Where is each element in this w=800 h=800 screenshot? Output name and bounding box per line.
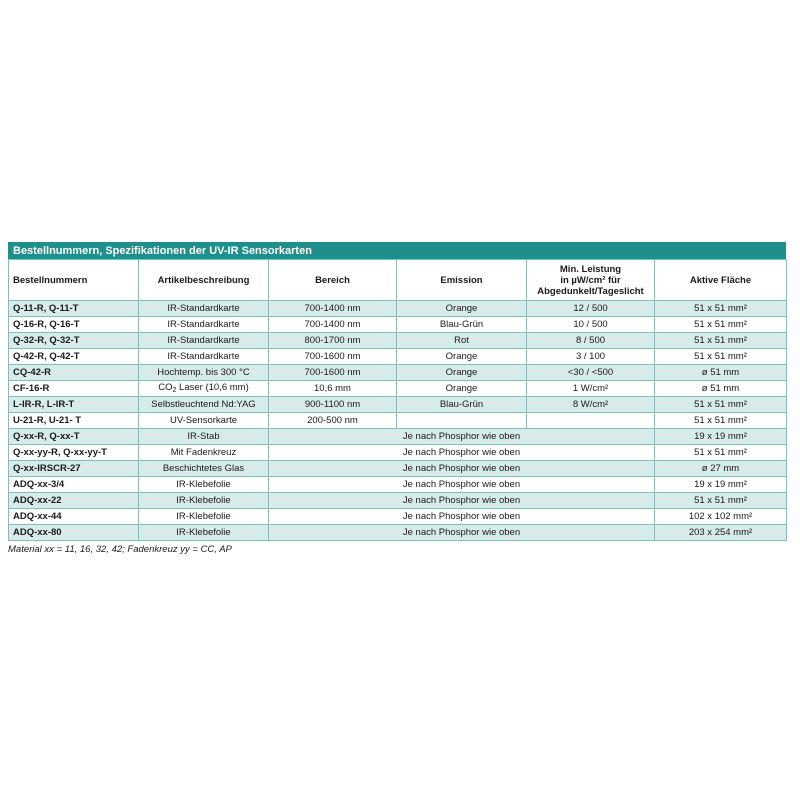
- cell-artikel: IR-Stab: [139, 429, 269, 445]
- cell-bereich: 800-1700 nm: [269, 333, 397, 349]
- cell-merged: Je nach Phosphor wie oben: [269, 477, 655, 493]
- cell-flaeche: 102 x 102 mm²: [655, 509, 787, 525]
- cell-code: Q-xx-R, Q-xx-T: [9, 429, 139, 445]
- cell-flaeche: 51 x 51 mm²: [655, 445, 787, 461]
- cell-bereich: 10,6 mm: [269, 381, 397, 397]
- cell-leistung: 12 / 500: [527, 301, 655, 317]
- table-body: [9, 301, 787, 541]
- cell-code: Q-42-R, Q-42-T: [9, 349, 139, 365]
- cell-code: CQ-42-R: [9, 365, 139, 381]
- cell-emission: Orange: [397, 365, 527, 381]
- cell-flaeche: ø 27 mm: [655, 461, 787, 477]
- cell-emission: Blau-Grün: [397, 317, 527, 333]
- cell-leistung: 8 / 500: [527, 333, 655, 349]
- header-leistung-line2: in µW/cm² für: [560, 274, 621, 286]
- cell-artikel: UV-Sensorkarte: [139, 413, 269, 429]
- cell-bereich: 700-1400 nm: [269, 301, 397, 317]
- cell-leistung: 10 / 500: [527, 317, 655, 333]
- artikel-laser: Laser (10,6 mm): [176, 382, 249, 393]
- cell-merged: Je nach Phosphor wie oben: [269, 461, 655, 477]
- cell-merged: Je nach Phosphor wie oben: [269, 509, 655, 525]
- cell-artikel: Selbstleuchtend Nd:YAG: [139, 397, 269, 413]
- cell-artikel: [139, 381, 269, 397]
- cell-code: Q-xx-yy-R, Q-xx-yy-T: [9, 445, 139, 461]
- table-title: Bestellnummern, Spezifikationen der UV-IR Sensorkarten: [8, 242, 786, 259]
- cell-emission: Orange: [397, 301, 527, 317]
- cell-code: CF-16-R: [9, 381, 139, 397]
- table-row: [9, 509, 787, 525]
- cell-flaeche: 51 x 51 mm²: [655, 349, 787, 365]
- table-row: [9, 525, 787, 541]
- table-row: [9, 349, 787, 365]
- cell-bereich: 900-1100 nm: [269, 397, 397, 413]
- cell-leistung: <30 / <500: [527, 365, 655, 381]
- cell-merged: Je nach Phosphor wie oben: [269, 525, 655, 541]
- cell-leistung: 3 / 100: [527, 349, 655, 365]
- cell-artikel: IR-Klebefolie: [139, 477, 269, 493]
- spec-table-container: [8, 242, 786, 555]
- cell-flaeche: 51 x 51 mm²: [655, 413, 787, 429]
- cell-flaeche: 203 x 254 mm²: [655, 525, 787, 541]
- cell-artikel: IR-Standardkarte: [139, 333, 269, 349]
- table-row: [9, 381, 787, 397]
- table-row: [9, 365, 787, 381]
- cell-merged: Je nach Phosphor wie oben: [269, 493, 655, 509]
- header-bestellnummern: Bestellnummern: [9, 260, 139, 301]
- table-row: [9, 493, 787, 509]
- cell-artikel: Mit Fadenkreuz: [139, 445, 269, 461]
- table-row: [9, 477, 787, 493]
- cell-leistung: [527, 413, 655, 429]
- table-row: [9, 333, 787, 349]
- cell-flaeche: ø 51 mm: [655, 365, 787, 381]
- table-row: [9, 413, 787, 429]
- table-row: [9, 397, 787, 413]
- cell-bereich: 700-1600 nm: [269, 365, 397, 381]
- cell-artikel: IR-Klebefolie: [139, 493, 269, 509]
- cell-flaeche: 51 x 51 mm²: [655, 397, 787, 413]
- cell-code: Q-11-R, Q-11-T: [9, 301, 139, 317]
- cell-flaeche: 51 x 51 mm²: [655, 493, 787, 509]
- header-leistung: [527, 260, 655, 301]
- cell-emission: Blau-Grün: [397, 397, 527, 413]
- cell-code: Q-xx-IRSCR-27: [9, 461, 139, 477]
- spec-table: [8, 259, 787, 541]
- cell-artikel: IR-Standardkarte: [139, 317, 269, 333]
- cell-flaeche: 51 x 51 mm²: [655, 333, 787, 349]
- cell-emission: Orange: [397, 381, 527, 397]
- table-row: [9, 429, 787, 445]
- cell-code: Q-32-R, Q-32-T: [9, 333, 139, 349]
- cell-leistung: 1 W/cm²: [527, 381, 655, 397]
- cell-flaeche: 51 x 51 mm²: [655, 301, 787, 317]
- cell-code: ADQ-xx-80: [9, 525, 139, 541]
- cell-bereich: 200-500 nm: [269, 413, 397, 429]
- cell-artikel: Hochtemp. bis 300 °C: [139, 365, 269, 381]
- cell-merged: Je nach Phosphor wie oben: [269, 445, 655, 461]
- cell-code: ADQ-xx-22: [9, 493, 139, 509]
- artikel-co: CO: [158, 382, 173, 393]
- cell-flaeche: 19 x 19 mm²: [655, 477, 787, 493]
- artikel-subscript: 2: [172, 387, 177, 394]
- cell-code: L-IR-R, L-IR-T: [9, 397, 139, 413]
- cell-bereich: 700-1600 nm: [269, 349, 397, 365]
- cell-artikel: IR-Klebefolie: [139, 509, 269, 525]
- table-footnote: Material xx = 11, 16, 32, 42; Fadenkreuz yy = CC, AP: [8, 544, 232, 555]
- cell-emission: Rot: [397, 333, 527, 349]
- table-row: [9, 445, 787, 461]
- header-bereich: Bereich: [269, 260, 397, 301]
- cell-artikel: Beschichtetes Glas: [139, 461, 269, 477]
- header-emission: Emission: [397, 260, 527, 301]
- cell-flaeche: 19 x 19 mm²: [655, 429, 787, 445]
- cell-artikel: IR-Standardkarte: [139, 349, 269, 365]
- cell-code: U-21-R, U-21- T: [9, 413, 139, 429]
- cell-code: Q-16-R, Q-16-T: [9, 317, 139, 333]
- cell-code: ADQ-xx-44: [9, 509, 139, 525]
- cell-bereich: 700-1400 nm: [269, 317, 397, 333]
- cell-flaeche: ø 51 mm: [655, 381, 787, 397]
- cell-emission: Orange: [397, 349, 527, 365]
- cell-code: ADQ-xx-3/4: [9, 477, 139, 493]
- cell-emission: [397, 413, 527, 429]
- header-artikel: Artikelbeschreibung: [139, 260, 269, 301]
- table-row: [9, 301, 787, 317]
- table-row: [9, 461, 787, 477]
- header-leistung-line3: Abgedunkelt/Tageslicht: [537, 285, 644, 297]
- header-flaeche: Aktive Fläche: [655, 260, 787, 301]
- header-row: [9, 260, 787, 301]
- cell-artikel: IR-Standardkarte: [139, 301, 269, 317]
- cell-leistung: 8 W/cm²: [527, 397, 655, 413]
- cell-artikel: IR-Klebefolie: [139, 525, 269, 541]
- cell-flaeche: 51 x 51 mm²: [655, 317, 787, 333]
- table-row: [9, 317, 787, 333]
- cell-merged: Je nach Phosphor wie oben: [269, 429, 655, 445]
- header-leistung-line1: Min. Leistung: [559, 263, 622, 275]
